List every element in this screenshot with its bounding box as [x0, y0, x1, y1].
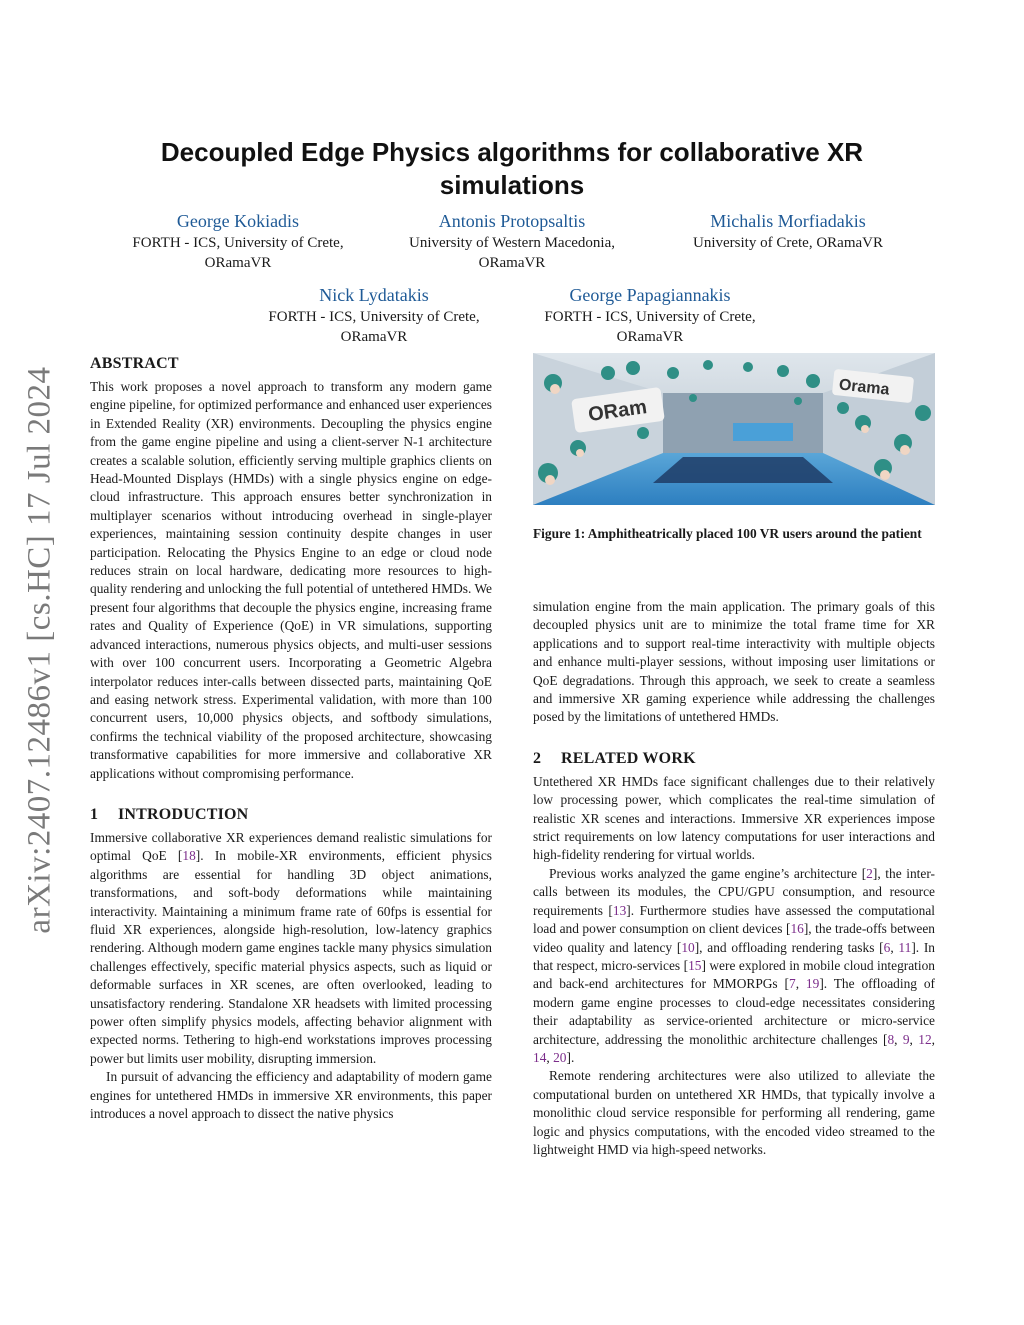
author-name[interactable]: Antonis Protopsaltis: [438, 211, 586, 231]
text-run: Previous works analyzed the game engine’s architecture [: [549, 865, 867, 881]
author-block-4: [246, 283, 502, 347]
right-column: [533, 598, 935, 1159]
title-line-2: simulations: [439, 170, 585, 200]
related-work-heading: [533, 749, 935, 769]
author-affiliation: FORTH - ICS, University of Crete,: [268, 309, 480, 325]
citation-link[interactable]: 15: [688, 957, 702, 973]
citation-link[interactable]: 13: [612, 902, 627, 918]
text-run: ]. The offloading of modern game engine processes to cloud-edge necessitates considering their adaptability as service-oriented architecture or micro-service architecture, addressing the monolithic architecture challenges [: [533, 976, 936, 1047]
citation-link[interactable]: 20: [553, 1049, 567, 1065]
citation-link[interactable]: 14: [533, 1049, 547, 1065]
arxiv-stamp: [18, 360, 62, 940]
figure-sign-left: ORam: [586, 396, 649, 427]
related-paragraph-3: Remote rendering architectures were also utilized to alleviate the computational burden on untethered XR HMDs, that typically involve a monolithic cloud service responsible for performing all rendering, game logic and physics computations, with the encoded video streamed to the lightweight HMD via high-speed networks.: [533, 1068, 935, 1157]
left-column: [90, 354, 492, 1123]
citation-link[interactable]: 10: [681, 939, 695, 955]
related-paragraph-2: Previous works analyzed the game engine’s architecture [2], the inter-calls between its modules, the CPU/GPU consumption, and resource requirements [13]. Furthermore studies have assessed the computational load and power consumption on client devices [16], the trade-offs between video quality and latency [10], and offloading rendering tasks [6, 11]. In that respect, micro-services [15] were explored in mobile cloud integration and back-end architectures for MMORPGs [7, 19]. The offloading of modern game engine processes to cloud-edge necessitates considering their adaptability as service-oriented architecture or micro-service architecture, addressing the monolithic architecture challenges [8, 9, 12, 14, 20].: [533, 865, 936, 1065]
arxiv-stamp-text: arXiv:2407.12486v1 [cs.HC] 17 Jul 2024: [21, 366, 58, 934]
section-number: 2: [533, 749, 542, 767]
text-run: ]. In mobile-XR environments, efficient physics algorithms are essential for handling 3D object animations, transformations, and soft-body deformations while maintaining interactivity. Maintaining a minimum frame rate of 60fps is essential for fluid XR experiences, alongside high-resolution, low-latency graphics rendering. Although modern game engines tackle many physics simulation challenges effectively, specific material physics aspects, such as liquid or deformable surfaces in XR scenes, are often overlooked, leading to unsatisfactory rendering. Standalone XR headsets with limited processing power often simplify physics models, affecting behavior alignment with expected norms. Tethering to high-end workstations improves processing power but limits user mobility, disrupting immersion.: [90, 848, 492, 1066]
related-paragraph-1: Untethered XR HMDs face significant challenges due to their relatively low processing power, which complicates the real-time simulation of realistic XR scenes and interactions. Immersive XR experiences impose strict requirements on low latency computations for user interactions and high-fidelity rendering for virtual worlds.: [533, 773, 935, 863]
author-block-3: [660, 209, 916, 253]
text-run: ] were explored in mobile cloud integration and back-end architectures for MMORPGs [: [533, 957, 935, 992]
citation-link[interactable]: 11: [898, 939, 912, 955]
author-name[interactable]: Nick Lydatakis: [319, 285, 429, 305]
author-name[interactable]: George Papagiannakis: [569, 285, 731, 305]
author-affiliation: University of Crete, ORamaVR: [693, 235, 883, 251]
author-name[interactable]: Michalis Morfiadakis: [710, 211, 866, 231]
abstract-heading: ABSTRACT: [90, 355, 179, 372]
citation-link[interactable]: 7: [788, 976, 796, 992]
text-run: ], the trade-offs between video quality and latency [: [533, 921, 935, 955]
text-run: ].: [566, 1049, 575, 1065]
citation-link[interactable]: 9: [902, 1031, 910, 1047]
author-block-5: [522, 283, 778, 347]
author-affiliation: FORTH - ICS, University of Crete,: [132, 235, 344, 251]
section-number: 1: [90, 805, 99, 823]
title-line-1: Decoupled Edge Physics algorithms for collaborative XR: [160, 137, 864, 167]
author-affiliation: ORamaVR: [204, 255, 272, 271]
text-run: Immersive collaborative XR experiences demand realistic simulations for optimal QoE [: [90, 829, 492, 864]
text-run: ]. Furthermore studies have assessed the computational load and power consumption on client devices [: [533, 902, 935, 937]
citation-link[interactable]: 18: [182, 848, 196, 864]
figure-1-caption: Figure 1: Amphitheatrically placed 100 VR users around the patient: [533, 526, 922, 541]
citation-link[interactable]: 8: [887, 1031, 895, 1047]
paper-title: [120, 136, 904, 202]
author-affiliation: ORamaVR: [340, 329, 408, 345]
author-name[interactable]: George Kokiadis: [176, 211, 300, 231]
section-title: INTRODUCTION: [118, 805, 249, 823]
text-run: ]. In that respect, micro-services [: [533, 939, 936, 973]
citation-link[interactable]: 12: [918, 1031, 932, 1047]
citation-link[interactable]: 6: [883, 939, 891, 955]
intro-heading: [90, 805, 492, 825]
citation-link[interactable]: 19: [805, 976, 820, 992]
author-affiliation: FORTH - ICS, University of Crete,: [544, 309, 756, 325]
text-run: ], the inter-calls between its modules, the CPU/GPU consumption, and resource requirements [: [533, 865, 935, 918]
intro-continuation-paragraph: simulation engine from the main application. The primary goals of this decoupled physics unit are to minimize the total frame time for XR applications and to support real-time interactivity with multiple objects and enhance multi-player sessions, without imposing user limitations or QoE degradations. Through this approach, we seek to create a seamless and immersive XR gaming experience while addressing the challenges posed by the limitations of untethered HMDs.: [533, 599, 935, 725]
vr-operating-room-illustration: [533, 353, 935, 505]
author-affiliation: University of Western Macedonia,: [409, 235, 615, 251]
text-run: ], and offloading rendering tasks [: [694, 939, 884, 955]
figure-1-image: [533, 353, 935, 505]
author-affiliation: ORamaVR: [478, 255, 546, 271]
abstract-text: This work proposes a novel approach to transform any modern game engine pipeline, for optimized performance and enhanced user experiences in Extended Reality (XR) environments. Decoupling the physics engine from the game engine pipeline and using a client-server N-1 architecture creates a scalable solution, efficiently serving multiple graphics clients on Head-Mounted Displays (HMDs) with a single physics engine on edge-cloud infrastructure. This approach ensures better synchronization in multiplayer scenarios without introducing overhead in single-player experiences, maintaining session continuity despite changes in user participation. Relocating the Physics Engine to an edge or cloud node reduces strain on local hardware, dedicating more resources to high-quality rendering and unlocking the full potential of untethered HMDs. We present four algorithms that decouple the physics engine, increasing frame rates and Quality of Experience (QoE) in VR simulations, supporting advanced interactions, numerous physics objects, and multi-user sessions with over 100 concurrent users. Incorporating a Geometric Algebra interpolator reduces inter-calls between dissected parts, maintaining QoE and easing network stress. Experimental validation, with more than 100 concurrent users, 10,000 physics objects, and softbody simulations, confirms the technical viability of the proposed architecture, showcasing transformative capabilities for more immersive and collaborative XR applications without compromising performance.: [90, 379, 492, 781]
intro-paragraph-2: In pursuit of advancing the efficiency and adaptability of modern game engines for untethered HMDs in immersive XR environments, this paper introduces a novel approach to dissect the native physics: [90, 1069, 492, 1122]
intro-paragraph-1: [90, 829, 492, 1068]
author-block-2: [384, 209, 640, 273]
citation-link[interactable]: 16: [790, 921, 804, 937]
citation-link[interactable]: 2: [866, 865, 873, 881]
section-title: RELATED WORK: [561, 749, 696, 767]
figure-sign-right: Orama: [838, 376, 891, 399]
author-affiliation: ORamaVR: [616, 329, 684, 345]
author-block-1: [110, 209, 366, 273]
